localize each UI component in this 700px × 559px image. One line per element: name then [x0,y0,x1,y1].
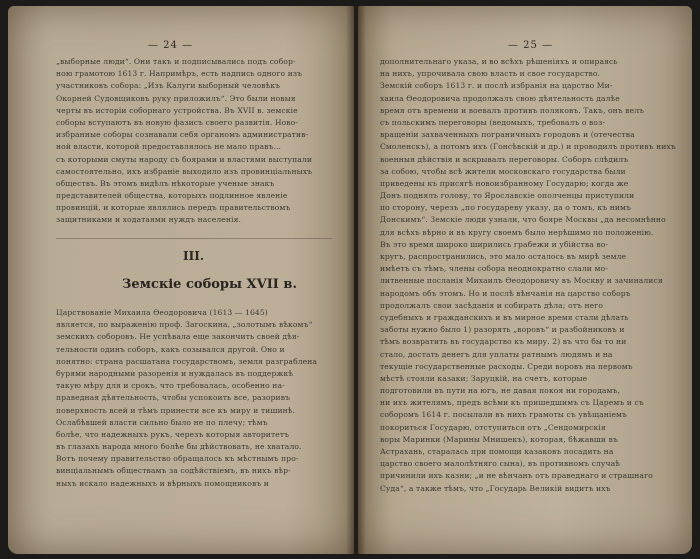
text-line: съ которыми смуты народу съ боярами и властями выступали [56,154,312,164]
text-line: вращеніи захваченныхъ пограничныхъ городовъ и (отечества [380,130,635,140]
text-line: понятно: страна расшатана государствомъ, земля разграблена [56,356,318,366]
text-line: заботы нужно было 1) разорять „воровъ“ и разбойниковъ и [380,325,625,335]
text-line: ни ихъ жителямъ, предъ всѣми къ пришедшимъ съ Царемъ и съ [380,398,644,408]
text-line: по сторону, черезъ „по государеву указу, да о томъ, къ нимъ [380,203,631,213]
text-line: тельности одинъ соборъ, какъ созывался другой. Оно и [56,344,285,354]
text-line: винціальнымъ обществамъ за содѣйствіемъ, въ нихъ вѣр- [56,466,291,476]
text-line: судебныхъ и гражданскихъ и въ мирное время стали дѣлать [380,312,629,322]
chapter-number: III. [183,249,205,263]
text-line: народомъ объ этомъ. Но и послѣ вѣнчанія на царство соборъ [380,288,631,298]
book-gutter [346,6,366,554]
text-line: „выборные люди“. Они такъ и подписывались подъ собор- [56,57,296,66]
text-line: Донъ поднялъ голову, то Ярославскіе ополченцы приступили [380,191,635,201]
text-line: военныя дѣйствія и вскрывалъ переговоры. Соборъ слѣдилъ [380,154,629,164]
text-line: праведная дѣятельность, чтобы успокоить все, разоривъ [56,393,291,403]
text-line: ною грамотою 1613 г. Напримѣръ, есть надпись одного изъ [56,69,303,79]
section-divider [56,238,332,239]
text-line: Вотъ почему правительство обращалось къ мѣстнымъ про- [56,454,299,464]
text-line: Окорней Судовщиковъ руку приложилъ“. Это были новыя [56,93,296,103]
text-line: является, по выраженію проф. Загоскина, „золотымъ вѣкомъ“ [56,320,313,330]
text-line: за собою, чтобы всѣ жители московскаго государства были [380,166,626,176]
text-line: обществъ. Въ этомъ видѣлъ нѣкоторые ученые знакъ [56,178,275,188]
text-line: соборы вступаютъ въ новую фазисъ своего развитія. Ново- [56,117,299,127]
text-line: избранные соборы сознавали себя органомъ административ- [56,130,309,140]
text-line: бурями народными разоренія и нуждалась въ поддержкѣ [56,368,294,378]
text-line: провинцій, и которые являлись передъ правительствомъ [56,203,291,213]
text-line: участниковъ собора: „Изъ Калуги выборный человѣкъ [56,81,280,91]
text-line: причинили ихъ казни; „и не вѣнчанъ отъ праведнаго и страшнаго [380,471,653,481]
right-page-text [380,56,680,495]
text-line: земскихъ соборовъ. Не успѣвала еще закончить своей дѣя- [56,332,300,342]
text-line: кругъ, распространились, это мало осталось въ мирѣ земле [380,252,627,261]
text-line: съ польскимъ переговоры (ведомыхъ, требовалъ о воз- [380,117,606,127]
left-page-top-text [56,56,336,227]
right-page [358,6,692,554]
text-line: соборомъ 1614 г. посылали въ нихъ грамоты съ увѣщаніемъ [380,410,627,420]
text-line: на нихъ, упрочивала свою власть и свое государство. [380,69,601,79]
text-line: дополнительнаго указа, и во всѣхъ рѣшеніяхъ и опираясь [380,57,618,66]
text-line: текущіе государственные расходы. Среди воровъ на первомъ [380,361,633,371]
text-line: въ глазахъ народа много болѣе бы дѣйствовать, не хватало. [56,442,302,452]
text-line: Суда“, а также тѣмъ, что „Государь Великій видитъ ихъ [380,483,611,493]
section-title: Земскіе соборы XVII в. [122,277,297,292]
text-line: продолжалъ свои засѣданія и собирать дѣла; отъ него [380,300,603,310]
page-number-right: — 25 — [508,40,554,51]
text-line: литвенные посланія Михаилъ Ѳеодоровичу въ Москву и зачиналися [380,276,663,286]
text-line: Астрахань, старалась при помощи казаковъ посадить на [380,447,614,456]
text-line: приведены къ присягѣ новоизбранному Государю; когда же [380,178,629,188]
text-line: поверхность всей и тѣмъ принести все къ миру и тишинѣ. [56,405,296,415]
text-line: Въ это время широко ширились грабежи и убійства во- [380,239,609,249]
text-line: черты въ исторіи соборнаго устройства. Въ XVII в. земскіе [56,105,298,115]
text-line: для всѣхъ вѣрно и въ кругу своемъ было нерѣшимо по положенію. [380,227,654,237]
text-line: хаила Ѳеодоровича продолжалъ свою дѣятельность далѣе [380,93,620,103]
text-line: покориться Государю, отступиться отъ „Сендомирскія [380,422,606,432]
text-line: Земскій соборъ 1613 г. и послѣ избранія на царство Ми- [380,81,613,91]
page-number-left: — 24 — [148,40,194,51]
text-line: защитниками и ходатаями нуждъ населенія. [56,215,241,225]
text-line: тѣмъ возвратить въ государство къ миру. 2) въ что бы то ни [380,337,627,347]
text-line: самостоятельно, ихъ избраніе выходило изъ провинціальныхъ [56,166,313,176]
text-line: Донскимъ“. Земскіе люди узнали, что бояре Москвы „да несомнѣнно [380,215,666,225]
text-line: ныхъ искало надежныхъ и вѣрныхъ помощниковъ и [56,478,269,488]
text-line: мѣстѣ стояли казаки; Заруцкій, на счетъ, которые [380,373,588,383]
text-line: царство своего малолѣтняго сына), въ противномъ случаѣ [380,459,620,469]
text-line: болѣе, что надежныхъ рукъ, черезъ которыя авторитетъ [56,429,290,439]
text-line: такую мѣру для и срокъ, что требовалась, особенно на- [56,381,285,391]
text-line: имѣетъ съ тѣмъ, члены собора неоднократно слали мо- [380,264,608,274]
left-page [8,6,354,554]
left-page-body-text [56,307,336,490]
book-spread [8,6,692,554]
text-line: Ослабѣвшей власти сильно было не по плечу; тѣмъ [56,417,268,427]
text-line: воры Маринки (Марины Мнишекъ), которая, бѣжавши въ [380,434,618,444]
text-line: Смоленскъ), а потомъ ихъ (Гонсѣвскій и др.) и проводилъ противъ нихъ [380,142,676,152]
text-line: подготовили въ пути на югъ, не давая покоя ни городамъ, [380,386,620,396]
text-line: время отъ времени и воевалъ противъ поляковъ. Такъ, онъ велъ [380,105,645,115]
text-line: представителей общества, которыхъ подлинное явленіе [56,191,288,201]
text-line: стало, достать денегъ для уплаты ратнымъ людямъ и на [380,349,613,359]
text-line: ной власти, которой предоставлялось не мало правъ... [56,142,282,152]
text-line: Царствованіе Михаила Ѳеодоровича (1613 — 1645) [56,308,268,317]
